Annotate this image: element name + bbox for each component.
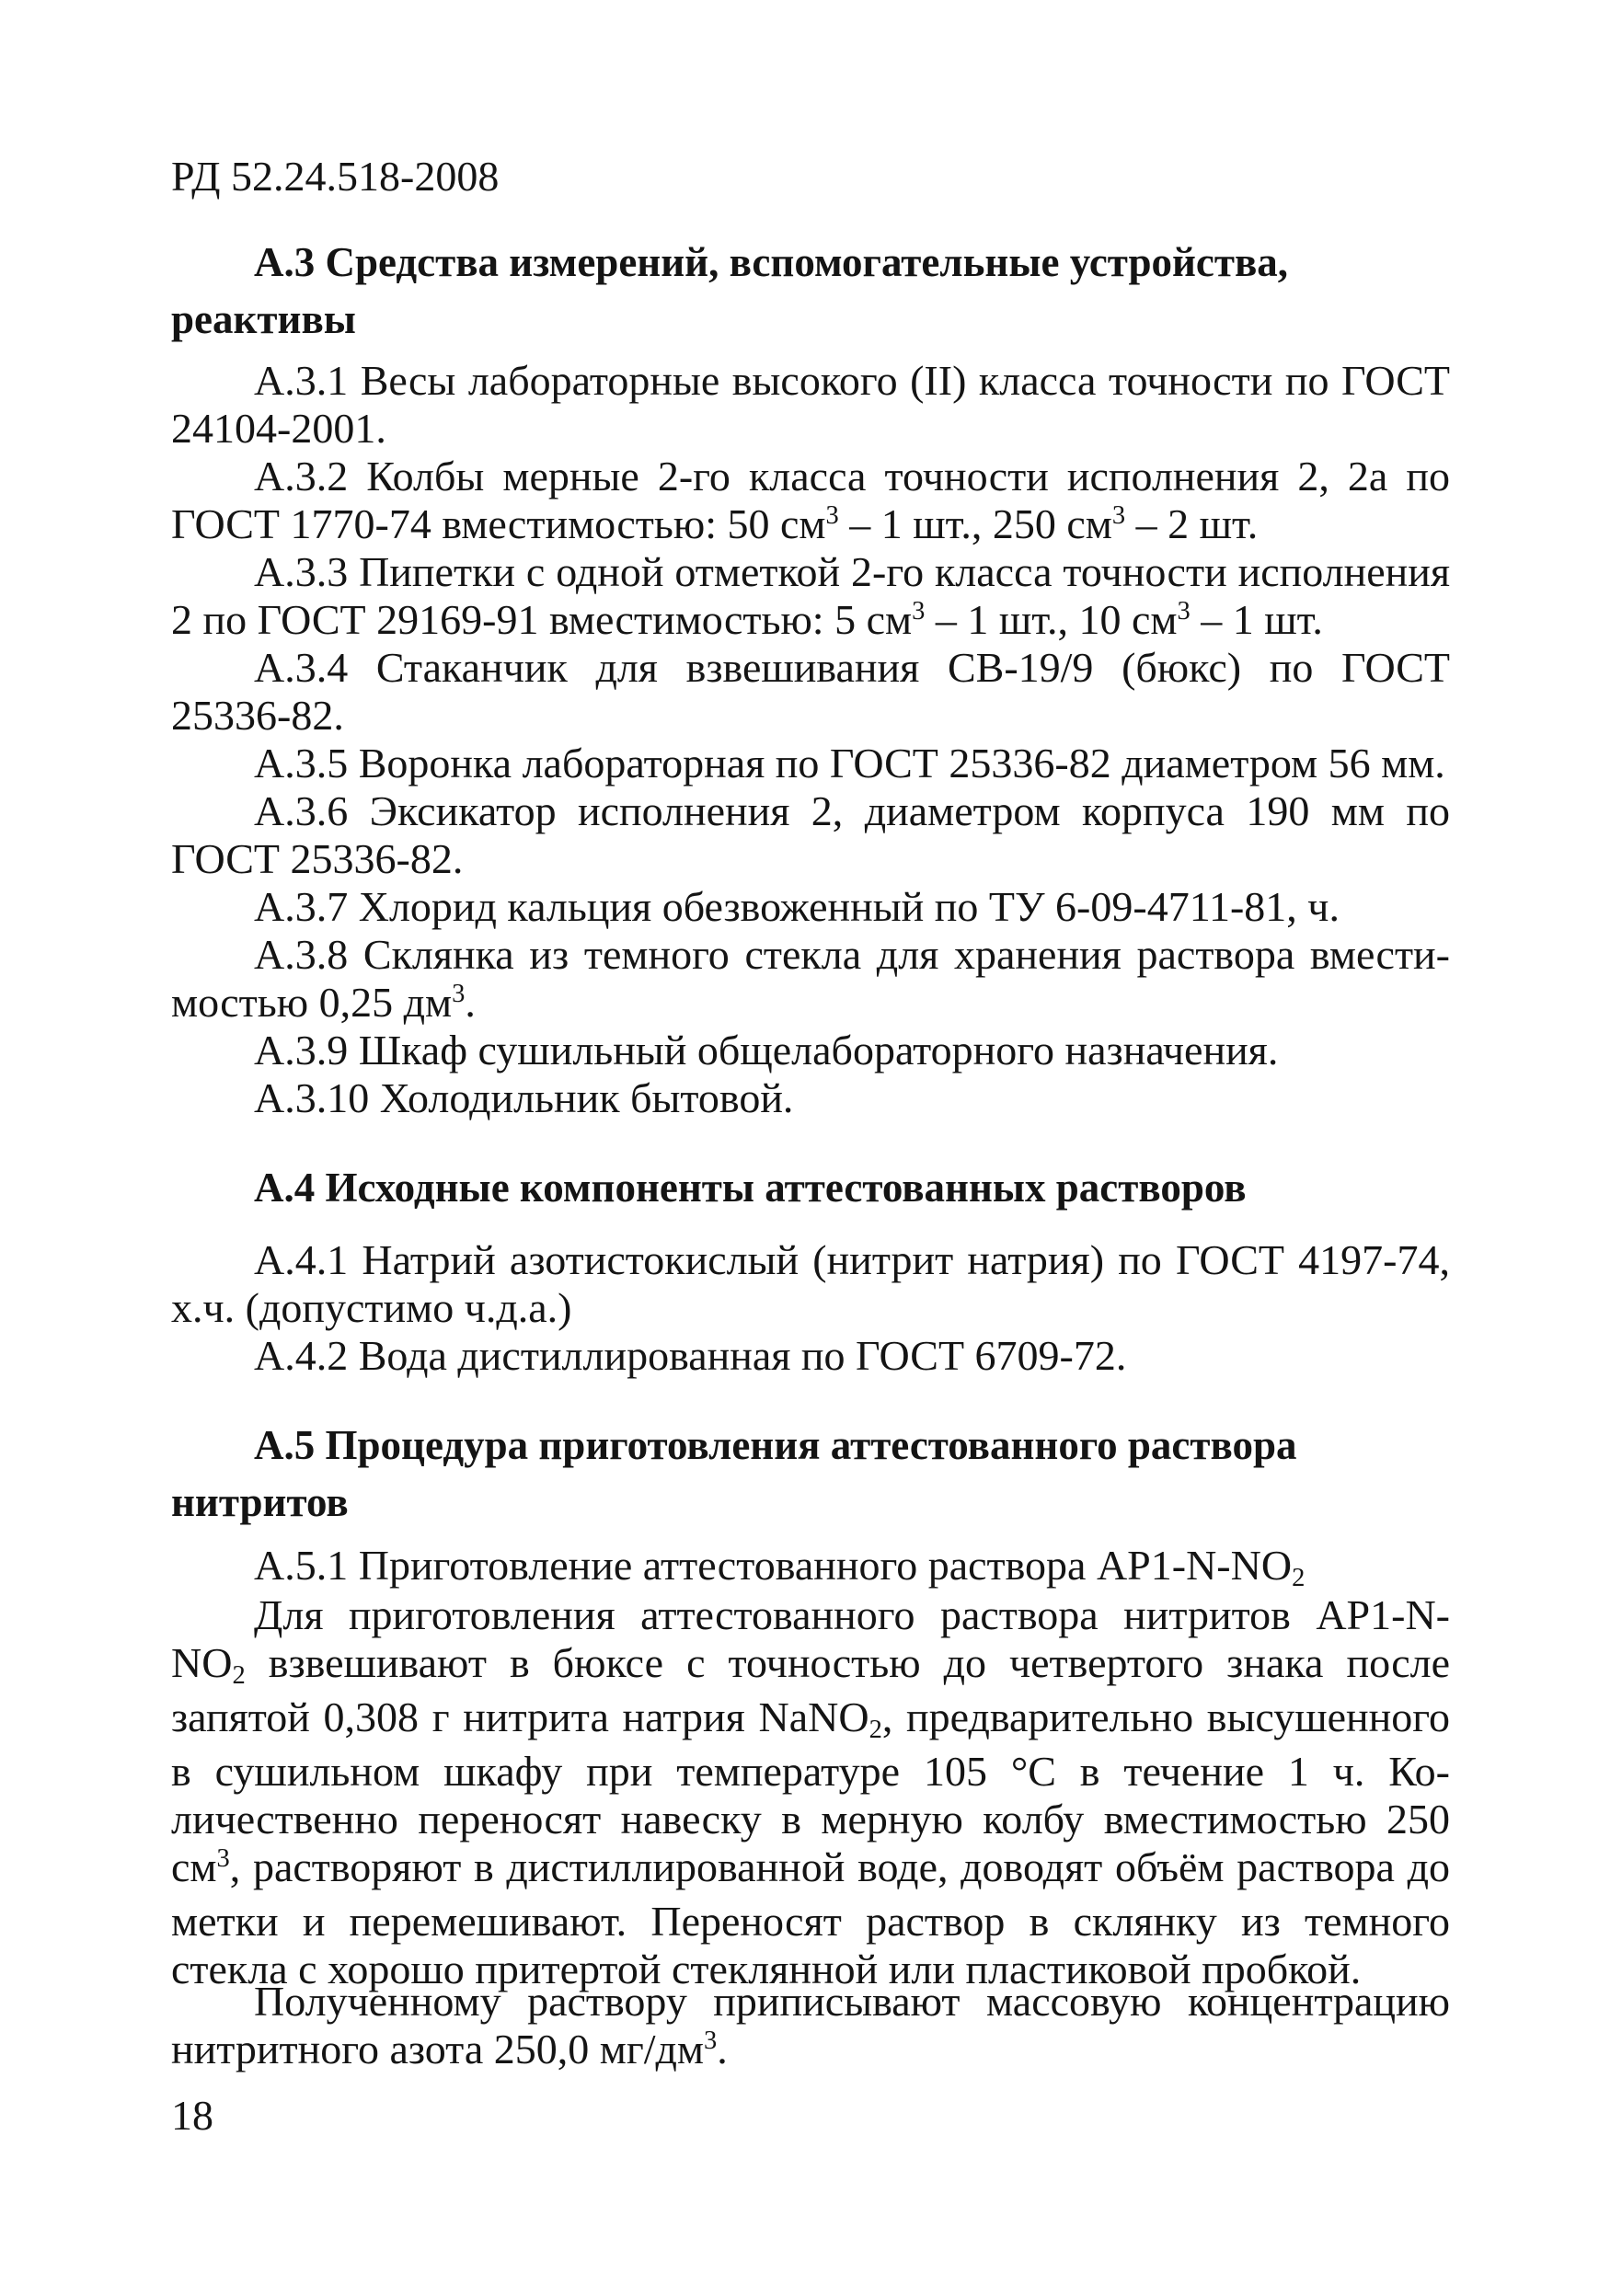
text-run: – 2 шт. bbox=[1125, 500, 1259, 547]
text-run: , растворяют в дистиллированной воде, доводят объём раствора до метки и перемешивают. Переносят раствор в склянку из темного стекла с хорошо притертой стеклянной или пластиковой пробкой. bbox=[171, 1843, 1450, 1992]
text-run: Для приготовления аттестованного раствора нитритов АР1-N-NO bbox=[171, 1591, 1450, 1686]
item-a4-2 bbox=[171, 1332, 1450, 1380]
item-a3-5 bbox=[171, 740, 1450, 787]
superscript: 3 bbox=[912, 597, 926, 626]
text-run: . bbox=[717, 2026, 728, 2072]
text-run: А.5.1 Приготовление аттестованного раствора АР1-N-NO bbox=[254, 1542, 1293, 1589]
subscript: 2 bbox=[1292, 1564, 1306, 1593]
text-run: А.3.8 Склянка из темного стекла для хранения раствора вместимостью 0,25 дм bbox=[171, 931, 1450, 1026]
text-run: , предварительно высушенного в сушильном шкафу при температуре 105 °С в течение 1 ч. Количественно переносят навеску в мерную колбу вместимостью 250 см bbox=[171, 1693, 1450, 1890]
subscript: 2 bbox=[869, 1716, 882, 1745]
text-run: А.3.6 Эксикатор исполнения 2, диаметром корпуса 190 мм по ГОСТ 25336-82. bbox=[171, 787, 1450, 882]
text-run: А.4.1 Натрий азотистокислый (нитрит натрия) по ГОСТ 4197-74, х.ч. (допустимо ч.д.а.) bbox=[171, 1236, 1450, 1331]
text-run: взвешивают в бюксе с точностью до четвертого знака после запятой 0,308 г нитрита натрия NaNO bbox=[171, 1639, 1450, 1740]
superscript: 3 bbox=[704, 2026, 718, 2056]
text-run: Полученному раствору приписывают массовую концентрацию нитритного азота 250,0 мг/дм bbox=[171, 1978, 1450, 2072]
paragraph-a5-concentration bbox=[171, 1978, 1450, 2080]
text-run: А.3.3 Пипетки с одной отметкой 2-го класса точности исполнения 2 по ГОСТ 29169-91 вместимостью: 5 см bbox=[171, 548, 1450, 643]
paragraph-a5-preparation bbox=[171, 1591, 1450, 1993]
item-a3-10 bbox=[171, 1074, 1450, 1122]
item-a3-4 bbox=[171, 644, 1450, 740]
running-header: РД 52.24.518-2008 bbox=[171, 153, 500, 200]
item-a3-1 bbox=[171, 357, 1450, 453]
item-a3-2 bbox=[171, 453, 1450, 555]
superscript: 3 bbox=[1111, 501, 1126, 531]
text-run: А.3.10 Холодильник бытовой. bbox=[254, 1074, 794, 1121]
subscript: 2 bbox=[232, 1661, 246, 1691]
text-run: А.3.9 Шкаф сушильный общелабораторного назначения. bbox=[254, 1027, 1279, 1073]
text-run: . bbox=[465, 979, 476, 1026]
item-a3-7 bbox=[171, 883, 1450, 931]
section-heading-a3: А.3 Средства измерений, вспомогательные устройства, реактивы bbox=[171, 239, 1289, 342]
item-a5-1 bbox=[171, 1542, 1450, 1596]
item-a4-1 bbox=[171, 1236, 1450, 1332]
text-run: А.3.4 Стаканчик для взвешивания СВ-19/9 (бюкс) по ГОСТ 25336-82. bbox=[171, 644, 1450, 739]
text-run: А.3.1 Весы лабораторные высокого (II) класса точности по ГОСТ 24104-2001. bbox=[171, 357, 1450, 452]
section-heading-a5: А.5 Процедура приготовления аттестованного раствора нитритов bbox=[171, 1422, 1297, 1525]
text-run: А.3.2 Колбы мерные 2-го класса точности исполнения 2, 2а по ГОСТ 1770-74 вместимостью: 50 см bbox=[171, 453, 1450, 547]
superscript: 3 bbox=[825, 501, 839, 531]
text-run: – 1 шт., 10 см bbox=[925, 596, 1178, 643]
section-heading-a4: А.4 Исходные компоненты аттестованных растворов bbox=[254, 1165, 1247, 1211]
text-run: А.3.7 Хлорид кальция обезвоженный по ТУ 6-09-4711-81, ч. bbox=[254, 883, 1340, 930]
page-number: 18 bbox=[171, 2092, 213, 2139]
text-run: А.3.5 Воронка лабораторная по ГОСТ 25336-82 диаметром 56 мм. bbox=[254, 740, 1445, 786]
text-run: А.4.2 Вода дистиллированная по ГОСТ 6709-72. bbox=[254, 1332, 1127, 1379]
text-run: – 1 шт., 250 см bbox=[838, 500, 1112, 547]
item-a3-6 bbox=[171, 787, 1450, 883]
item-a3-3 bbox=[171, 548, 1450, 650]
item-a3-8 bbox=[171, 931, 1450, 1033]
text-run: – 1 шт. bbox=[1190, 596, 1323, 643]
superscript: 3 bbox=[216, 1844, 230, 1874]
item-a3-9 bbox=[171, 1027, 1450, 1074]
superscript: 3 bbox=[452, 980, 466, 1009]
superscript: 3 bbox=[1177, 597, 1191, 626]
